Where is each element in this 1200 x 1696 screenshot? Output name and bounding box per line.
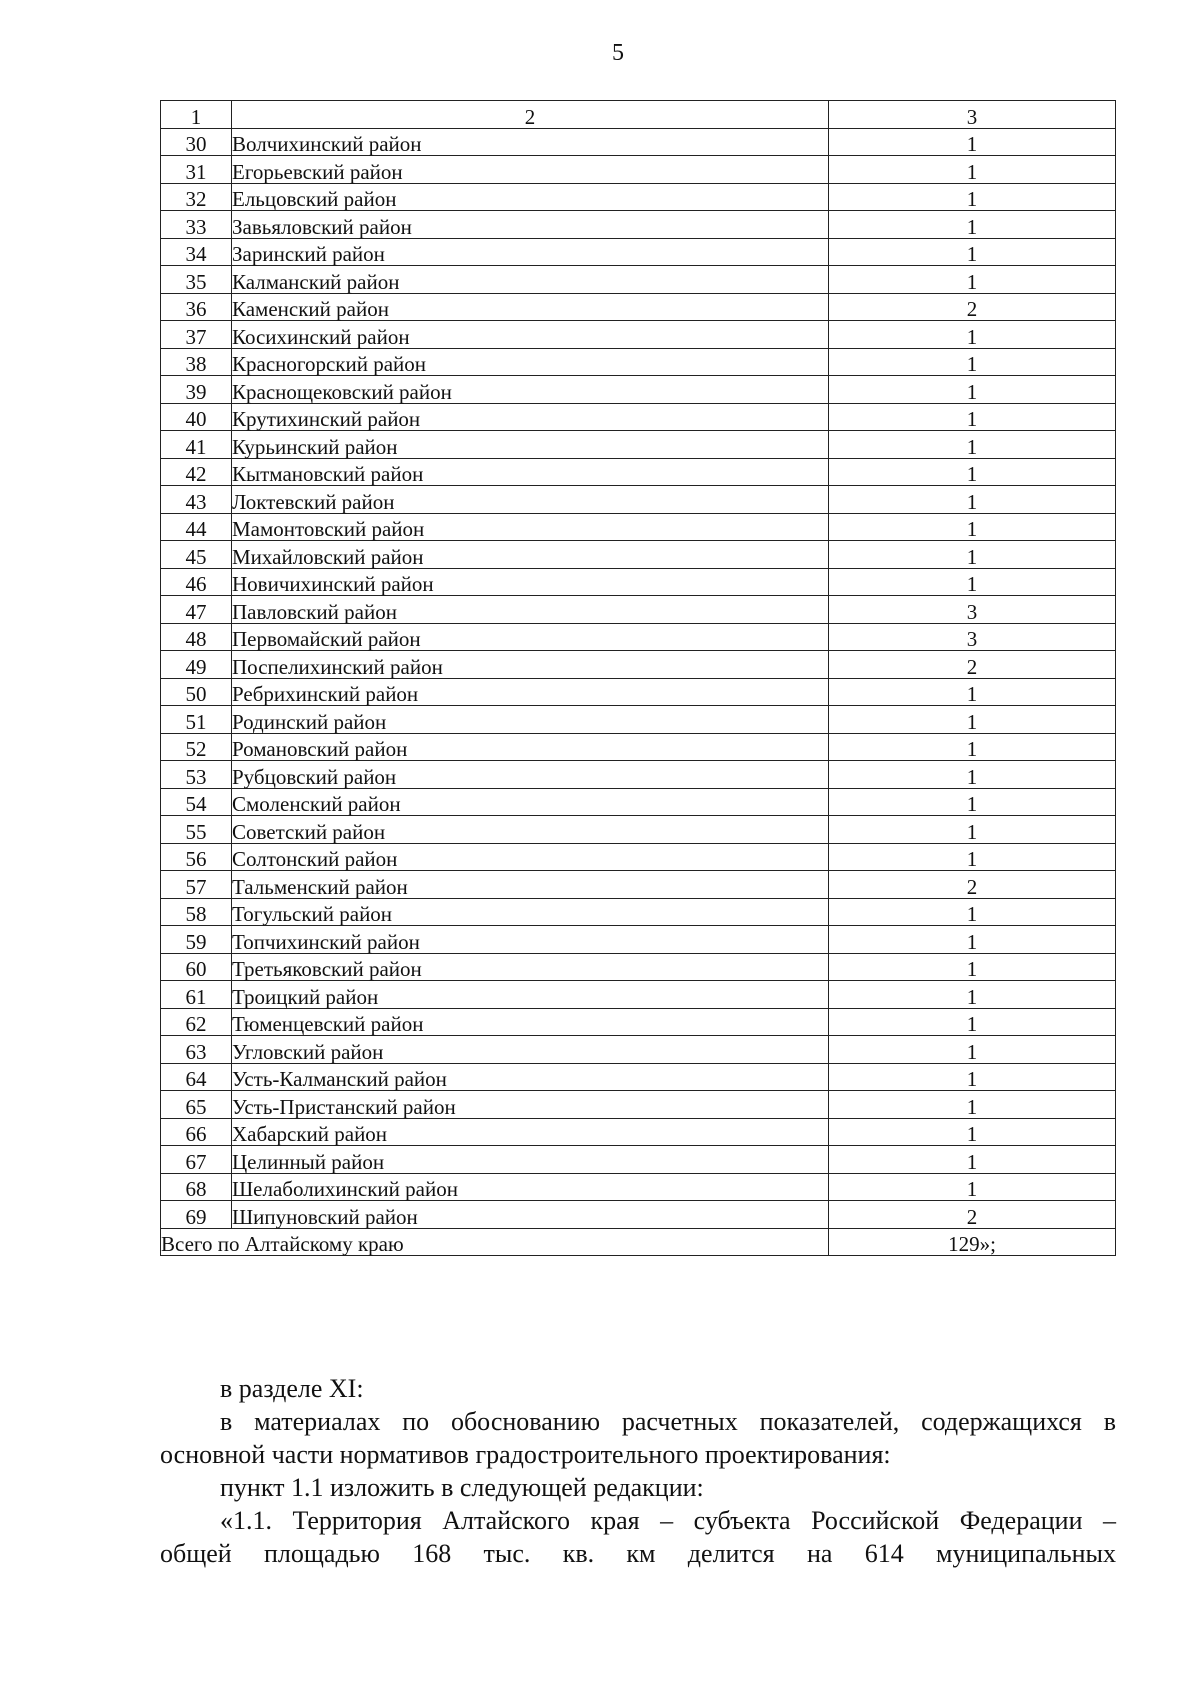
table-row (161, 843, 1116, 871)
table-row (161, 568, 1116, 596)
row-value: 1 (829, 733, 1116, 761)
row-number: 61 (161, 981, 232, 1009)
header-col-2: 2 (232, 101, 829, 129)
row-number: 43 (161, 486, 232, 514)
row-value: 1 (829, 1008, 1116, 1036)
district-name: Рубцовский район (232, 761, 829, 789)
table-row (161, 733, 1116, 761)
district-name: Ребрихинский район (232, 678, 829, 706)
district-name: Калманский район (232, 266, 829, 294)
district-name: Целинный район (232, 1146, 829, 1174)
row-value: 1 (829, 788, 1116, 816)
table-row (161, 596, 1116, 624)
row-value: 1 (829, 266, 1116, 294)
row-number: 47 (161, 596, 232, 624)
table-row (161, 376, 1116, 404)
district-name: Завьяловский район (232, 211, 829, 239)
row-value: 1 (829, 431, 1116, 459)
row-value: 1 (829, 678, 1116, 706)
table-row (161, 651, 1116, 679)
district-name: Хабарский район (232, 1118, 829, 1146)
row-number: 30 (161, 128, 232, 156)
table-row (161, 1091, 1116, 1119)
districts-table (160, 100, 1116, 1256)
paragraph-materials: в материалах по обоснованию расчетных показателей, содержащихся в основной части нормативов градостроительного проектирования: (160, 1407, 1116, 1469)
table-row (161, 1118, 1116, 1146)
row-value: 1 (829, 568, 1116, 596)
row-value: 1 (829, 128, 1116, 156)
table-row (161, 238, 1116, 266)
row-number: 68 (161, 1173, 232, 1201)
district-name: Ельцовский район (232, 183, 829, 211)
district-name: Косихинский район (232, 321, 829, 349)
row-value: 1 (829, 926, 1116, 954)
row-number: 52 (161, 733, 232, 761)
row-number: 46 (161, 568, 232, 596)
district-name: Мамонтовский район (232, 513, 829, 541)
paragraph-section: в разделе XI: (220, 1374, 364, 1403)
district-name: Красногорский район (232, 348, 829, 376)
row-value: 1 (829, 458, 1116, 486)
row-number: 60 (161, 953, 232, 981)
table-row (161, 321, 1116, 349)
row-value: 1 (829, 403, 1116, 431)
row-value: 1 (829, 486, 1116, 514)
row-value: 1 (829, 816, 1116, 844)
row-value: 1 (829, 898, 1116, 926)
district-name: Троицкий район (232, 981, 829, 1009)
row-value: 1 (829, 1173, 1116, 1201)
district-name: Первомайский район (232, 623, 829, 651)
district-name: Каменский район (232, 293, 829, 321)
row-value: 2 (829, 651, 1116, 679)
district-name: Усть-Пристанский район (232, 1091, 829, 1119)
row-number: 64 (161, 1063, 232, 1091)
row-number: 58 (161, 898, 232, 926)
row-number: 44 (161, 513, 232, 541)
paragraph-quote-line-2: общей площадью 168 тыс. кв. км делится на 614 муниципальных (160, 1539, 1116, 1568)
row-number: 66 (161, 1118, 232, 1146)
district-name: Тогульский район (232, 898, 829, 926)
table-row (161, 293, 1116, 321)
table-row (161, 953, 1116, 981)
table-row (161, 1063, 1116, 1091)
row-value: 1 (829, 1118, 1116, 1146)
row-value: 1 (829, 211, 1116, 239)
table-row (161, 623, 1116, 651)
row-value: 1 (829, 541, 1116, 569)
row-number: 62 (161, 1008, 232, 1036)
row-number: 55 (161, 816, 232, 844)
table-row (161, 1036, 1116, 1064)
row-number: 41 (161, 431, 232, 459)
row-value: 1 (829, 238, 1116, 266)
row-number: 35 (161, 266, 232, 294)
row-value: 1 (829, 1146, 1116, 1174)
district-name: Смоленский район (232, 788, 829, 816)
row-number: 59 (161, 926, 232, 954)
table-row (161, 348, 1116, 376)
table-header-row (161, 101, 1116, 129)
row-value: 3 (829, 596, 1116, 624)
table-row (161, 926, 1116, 954)
table-row (161, 403, 1116, 431)
row-number: 31 (161, 156, 232, 184)
district-name: Михайловский район (232, 541, 829, 569)
district-name: Топчихинский район (232, 926, 829, 954)
row-number: 48 (161, 623, 232, 651)
paragraph-quote-line-1: «1.1. Территория Алтайского края – субъекта Российской Федерации – (220, 1506, 1116, 1535)
row-value: 1 (829, 156, 1116, 184)
row-value: 2 (829, 1201, 1116, 1229)
district-name: Советский район (232, 816, 829, 844)
table-row (161, 706, 1116, 734)
table-row (161, 513, 1116, 541)
district-name: Третьяковский район (232, 953, 829, 981)
row-number: 38 (161, 348, 232, 376)
row-value: 1 (829, 513, 1116, 541)
table-row (161, 1146, 1116, 1174)
district-name: Крутихинский район (232, 403, 829, 431)
row-value: 1 (829, 348, 1116, 376)
row-number: 40 (161, 403, 232, 431)
table-row (161, 788, 1116, 816)
table-row (161, 541, 1116, 569)
district-name: Локтевский район (232, 486, 829, 514)
district-name: Волчихинский район (232, 128, 829, 156)
row-value: 1 (829, 706, 1116, 734)
row-value: 1 (829, 953, 1116, 981)
table-row (161, 183, 1116, 211)
row-value: 1 (829, 981, 1116, 1009)
table-row (161, 1173, 1116, 1201)
row-number: 63 (161, 1036, 232, 1064)
row-number: 51 (161, 706, 232, 734)
table-row (161, 266, 1116, 294)
row-number: 39 (161, 376, 232, 404)
district-name: Краснощековский район (232, 376, 829, 404)
table-row (161, 486, 1116, 514)
table-row (161, 211, 1116, 239)
row-number: 54 (161, 788, 232, 816)
row-number: 33 (161, 211, 232, 239)
table-row (161, 431, 1116, 459)
row-number: 57 (161, 871, 232, 899)
district-name: Заринский район (232, 238, 829, 266)
row-number: 67 (161, 1146, 232, 1174)
table-row (161, 128, 1116, 156)
total-value: 129»; (829, 1228, 1116, 1256)
row-value: 2 (829, 293, 1116, 321)
table-row (161, 761, 1116, 789)
table-total-row (161, 1228, 1116, 1256)
header-col-1: 1 (161, 101, 232, 129)
district-name: Тальменский район (232, 871, 829, 899)
district-name: Тюменцевский район (232, 1008, 829, 1036)
table-row (161, 871, 1116, 899)
district-name: Егорьевский район (232, 156, 829, 184)
row-value: 3 (829, 623, 1116, 651)
row-number: 37 (161, 321, 232, 349)
table-row (161, 156, 1116, 184)
table-row (161, 898, 1116, 926)
row-number: 56 (161, 843, 232, 871)
row-value: 1 (829, 1091, 1116, 1119)
row-value: 1 (829, 1063, 1116, 1091)
table-body (161, 101, 1116, 1256)
table-row (161, 458, 1116, 486)
district-name: Солтонский район (232, 843, 829, 871)
district-name: Родинский район (232, 706, 829, 734)
row-value: 1 (829, 1036, 1116, 1064)
table-row (161, 1201, 1116, 1229)
table-row (161, 678, 1116, 706)
district-name: Павловский район (232, 596, 829, 624)
paragraph-item: пункт 1.1 изложить в следующей редакции: (220, 1473, 704, 1502)
row-value: 1 (829, 843, 1116, 871)
district-name: Поспелихинский район (232, 651, 829, 679)
row-value: 1 (829, 321, 1116, 349)
row-number: 45 (161, 541, 232, 569)
row-number: 36 (161, 293, 232, 321)
row-number: 69 (161, 1201, 232, 1229)
district-name: Романовский район (232, 733, 829, 761)
district-name: Курьинский район (232, 431, 829, 459)
row-number: 34 (161, 238, 232, 266)
district-name: Новичихинский район (232, 568, 829, 596)
row-number: 53 (161, 761, 232, 789)
row-number: 32 (161, 183, 232, 211)
body-text (160, 1372, 1116, 1570)
total-label: Всего по Алтайскому краю (161, 1228, 829, 1256)
district-name: Шипуновский район (232, 1201, 829, 1229)
table-row (161, 816, 1116, 844)
page-number: 5 (612, 40, 624, 66)
row-value: 1 (829, 376, 1116, 404)
district-name: Угловский район (232, 1036, 829, 1064)
row-number: 42 (161, 458, 232, 486)
row-number: 50 (161, 678, 232, 706)
row-value: 1 (829, 761, 1116, 789)
district-name: Кытмановский район (232, 458, 829, 486)
table-row (161, 1008, 1116, 1036)
table-row (161, 981, 1116, 1009)
row-number: 65 (161, 1091, 232, 1119)
header-col-3: 3 (829, 101, 1116, 129)
row-value: 2 (829, 871, 1116, 899)
row-number: 49 (161, 651, 232, 679)
district-name: Усть-Калманский район (232, 1063, 829, 1091)
row-value: 1 (829, 183, 1116, 211)
district-name: Шелаболихинский район (232, 1173, 829, 1201)
